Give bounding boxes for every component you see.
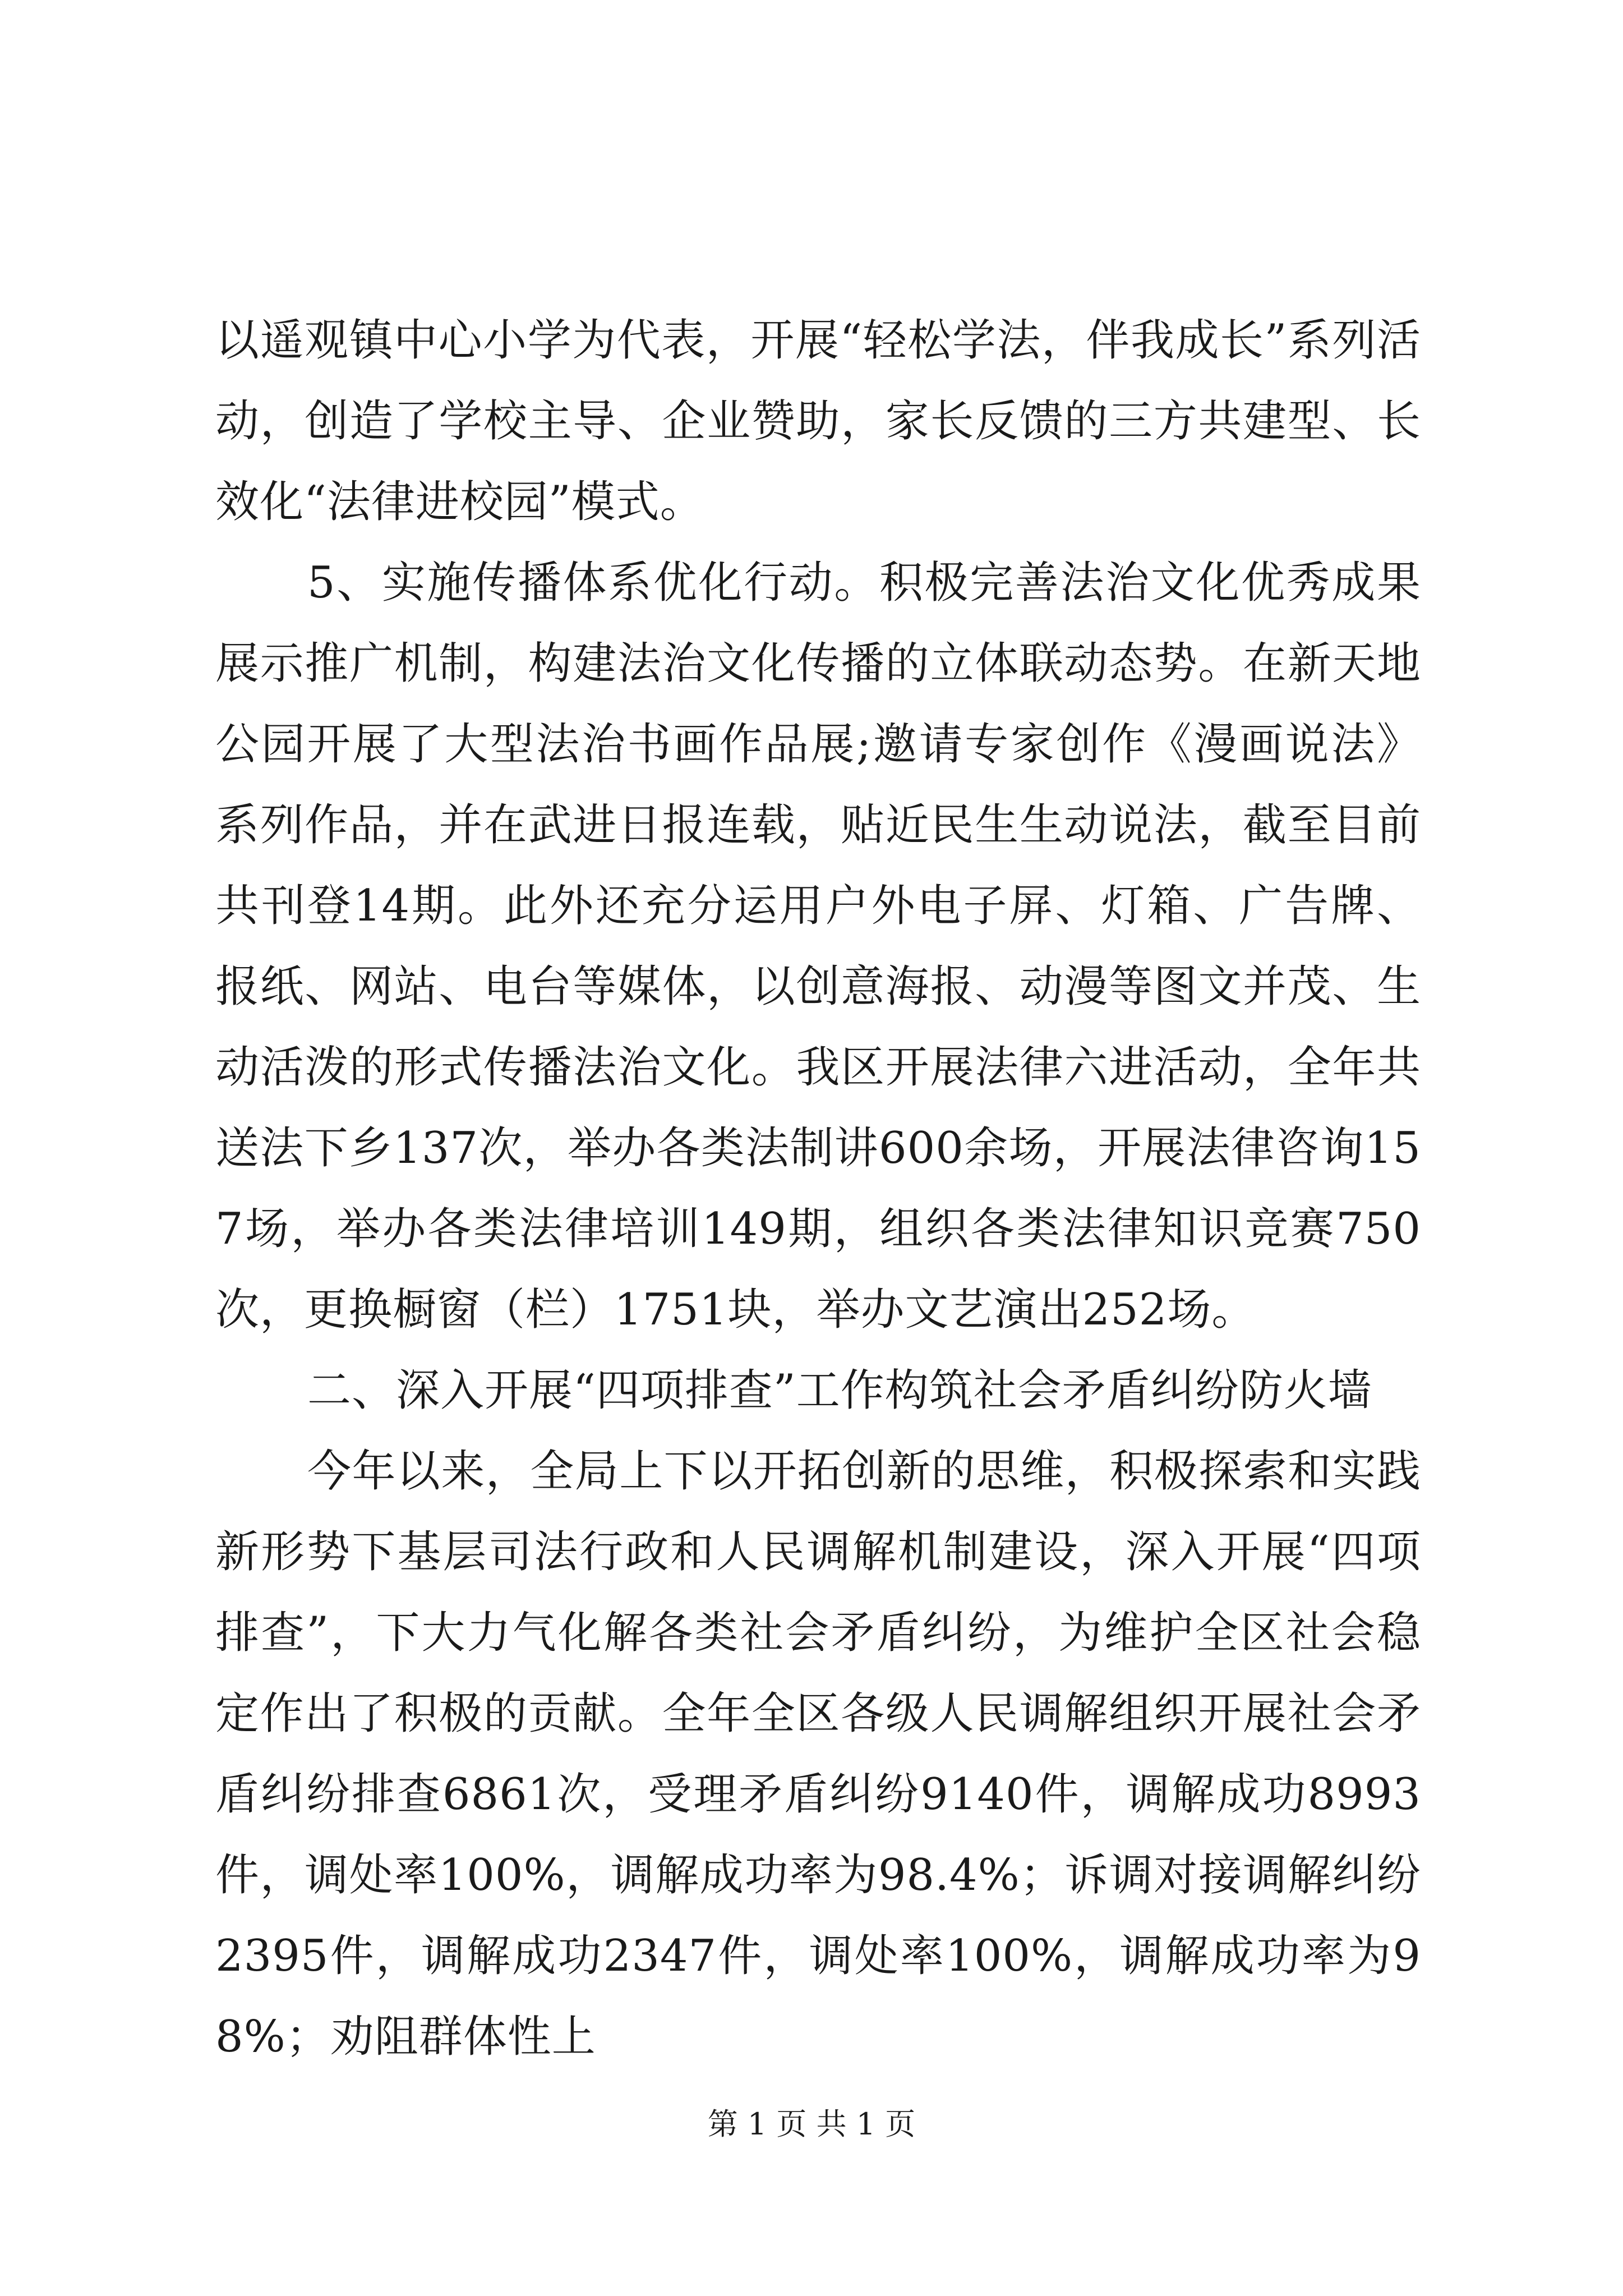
paragraph-1: 以遥观镇中心小学为代表，开展“轻松学法，伴我成长”系列活动，创造了学校主导、企业赞助，家长反馈的三方共建型、长效化“法律进校园”模式。: [215, 315, 1421, 527]
paragraph-3: 今年以来，全局上下以开拓创新的思维，积极探索和实践新形势下基层司法行政和人民调解机制建设，深入开展“四项排查”，下大力气化解各类社会矛盾纠纷，为维护全区社会稳定作出了积极的贡献。全年全区各级人民调解组织开展社会矛盾纠纷排查6861次，受理矛盾纠纷9140件，调解成功8993件，调处率100%，调解成功率为98.4%；诉调对接调解纠纷2395件，调解成功2347件，调处率100%，调解成功率为98%；劝阻群体性上: [215, 1446, 1421, 2062]
document-body: [215, 300, 1421, 2077]
paragraph-2: 5、实施传播体系优化行动。积极完善法治文化优秀成果展示推广机制，构建法治文化传播的立体联动态势。在新天地公园开展了大型法治书画作品展;邀请专家创作《漫画说法》系列作品，并在武进日报连载，贴近民生生动说法，截至目前共刊登14期。此外还充分运用户外电子屏、灯箱、广告牌、报纸、网站、电台等媒体，以创意海报、动漫等图文并茂、生动活泼的形式传播法治文化。我区开展法律六进活动，全年共送法下乡137次，举办各类法制讲600余场，开展法律咨询157场，举办各类法律培训149期，组织各类法律知识竞赛750次，更换橱窗（栏）1751块，举办文艺演出252场。: [215, 558, 1421, 1335]
section-heading: 二、深入开展“四项排查”工作构筑社会矛盾纠纷防火墙: [307, 1365, 1372, 1416]
page-footer: 第 1 页 共 1 页: [707, 2106, 916, 2142]
